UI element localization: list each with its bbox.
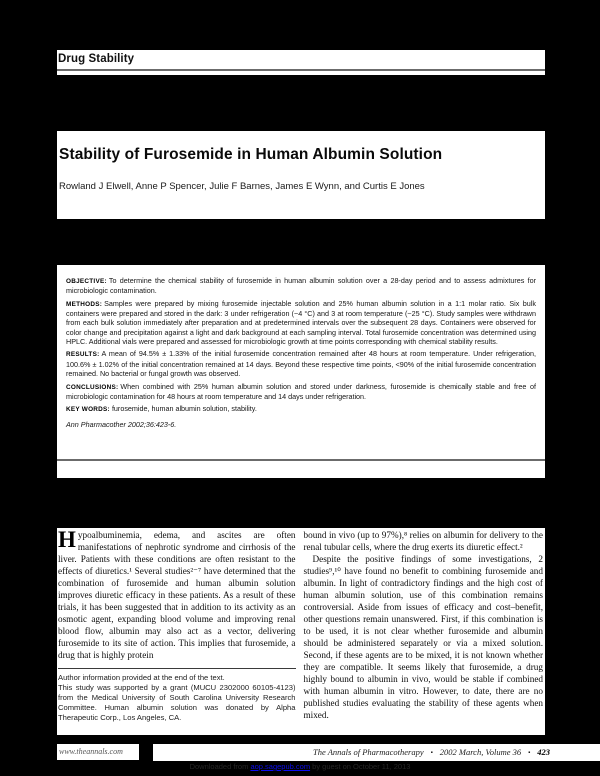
abstract-conclusions [66, 382, 536, 401]
footer-journal-name: The Annals of Pharmacotherapy [313, 747, 424, 757]
footer-issue: 2002 March, Volume 36 [439, 747, 522, 757]
abstract-methods-label: METHODS: [66, 300, 103, 308]
body-paragraph-2: Despite the positive findings of some investigations, 2 studies⁹,¹⁰ have found no benefit to combining furosemide and albumin. In light of contradictory findings and the high cost of human albumin solution, use of this combination remains controversial. Aside from issues of efficacy and cost–benefit, other questions remain unanswered. First, if this combination is to be used, it is not clear whether furosemide and albumin should be administered separately or via a mixed solution. Second, if these agents are to be mixed, it is not known whether they are compatible. It seems likely that furosemide, a drug highly bound to albumin in vivo, would be stable if combined with human albumin in vitro. However, to date, there are no published studies evaluating the stability of these agents when mixed. [303, 554, 543, 720]
download-source-link[interactable]: aop.sagepub.com [250, 762, 311, 771]
abstract-conclusions-label: CONCLUSIONS: [66, 383, 119, 391]
authors-line: Rowland J Elwell, Anne P Spencer, Julie F Barnes, James E Wynn, and Curtis E Jones [59, 181, 425, 192]
intro-paragraph [58, 529, 296, 661]
footnote-rule [58, 668, 296, 669]
download-suffix: by guest on October 11, 2013 [312, 762, 411, 771]
abstract-objective-text: To determine the chemical stability of furosemide in human albumin solution over a 28-day period and to assess admixtures for microbiologic contamination. [66, 276, 536, 296]
header-rule [57, 69, 545, 71]
abstract-objective [66, 276, 536, 295]
abstract-results-label: RESULTS: [66, 351, 100, 359]
abstract-keywords [66, 404, 536, 414]
abstract-objective-label: OBJECTIVE: [66, 278, 107, 285]
square-bullet-icon: ▪ [528, 750, 531, 756]
article-citation: Ann Pharmacother 2002;36:423-6. [66, 419, 177, 429]
abstract-keywords-text: furosemide, human albumin solution, stability. [111, 404, 257, 414]
abstract-conclusions-text: When combined with 25% human albumin solution and stored under darkness, furosemide is chemically stable and free of microbiologic contamination for 48 hours at room temperature and 14 days under refrigeration. [66, 381, 536, 401]
article-body [57, 528, 545, 735]
body-right-column [304, 529, 544, 723]
download-provenance-line [0, 762, 600, 771]
journal-section-label: Drug Stability [58, 53, 135, 65]
author-info-note: Author information provided at the end of the text. [58, 673, 225, 682]
download-prefix: Downloaded from [189, 762, 249, 771]
abstract-keywords-label: KEY WORDS: [66, 406, 110, 414]
footer-page-number: 423 [537, 747, 550, 757]
abstract-results-text: A mean of 94.5% ± 1.33% of the initial furosemide concentration remained after 48 hours at room temperature. Under refrigeration, 100.6% ± 1.02% of the initial concentration remained at 14 days. Beyond these respective time points, <90% of the initial furosemide concentration remained. No bacterial or fungal growth was observed. [66, 349, 536, 378]
abstract-block [57, 265, 545, 478]
footer-website: www.theannals.com [57, 744, 139, 760]
abstract-methods-text: Samples were prepared by mixing furosemide injectable solution and 25% human albumin solution in a 1:1 molar ratio. Six bulk containers were prepared and stored in the dark: 3 under refrigeration (~4 °C) and 3 at room temperature (~25 °C). Study samples were withdrawn from each bulk solution immediately after preparation and at predetermined intervals over the subsequent 28 days. Containers were observed for color change and precipitation against a light and dark background at each sampling interval. Total furosemide concentration was determined using HPLC. Additional vials were prepared and assessed for microbiologic growth at time points corresponding with chemical stability results. [66, 298, 536, 346]
square-bullet-icon: ▪ [430, 750, 433, 756]
intro-paragraph-text: ypoalbuminemia, edema, and ascites are often manifestations of nephrotic syndrome and cirrhosis of the liver. Patients with these conditions are often resistant to the effects of diuretics.¹ Several studies²⁻⁷ have determined that the combination of furosemide and human albumin solution improves diuretic efficacy in these patients. As a result of these trials, it has been suggested that in addition to its activity as an osmotic agent, expanding blood volume and improving renal blood flow, albumin may also act as a vector, delivering furosemide to its site of action. This implies that furosemide, a drug that is highly protein [58, 530, 296, 660]
body-paragraph-continued: bound in vivo (up to 97%),⁸ relies on albumin for delivery to the renal tubular cells, where the drug exerts its diuretic effect.² [303, 530, 543, 552]
drop-cap: H [58, 528, 76, 552]
abstract-bottom-rule [57, 459, 545, 461]
running-head-band [57, 50, 545, 75]
article-title: Stability of Furosemide in Human Albumin Solution [59, 146, 443, 163]
body-left-column [58, 529, 296, 723]
abstract-results [66, 349, 536, 378]
title-block [57, 131, 545, 219]
abstract-methods [66, 299, 536, 346]
footer-journal-line [153, 744, 600, 761]
funding-note: This study was supported by a grant (MUCU 2302000 60105-4123) from the Medical University of South Carolina University Research Committee. Human albumin solution was donated by Alpha Therapeutic Corp., Los Angeles, CA. [58, 683, 296, 722]
